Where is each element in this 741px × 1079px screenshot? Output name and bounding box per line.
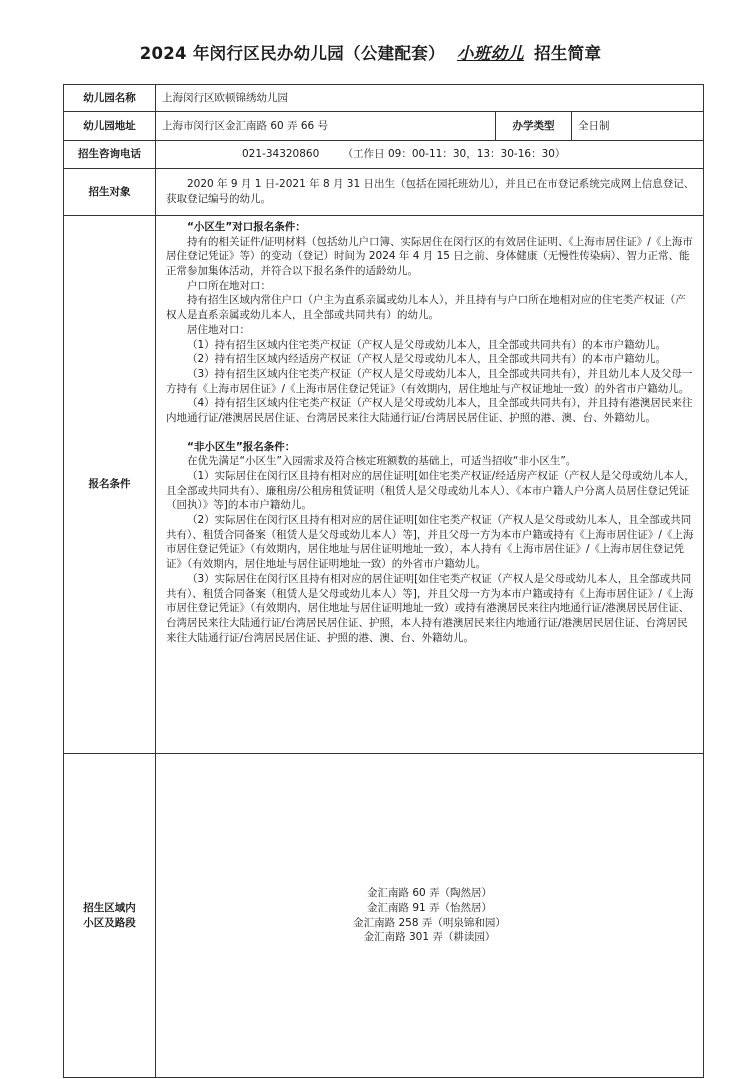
row-district: [64, 754, 704, 1078]
condition-heading-local: “小区生”对口报名条件：: [187, 221, 306, 233]
admission-table: [63, 84, 704, 1078]
road-item: 金汇南路 60 弄（陶然居）: [366, 887, 493, 900]
row-kindergarten-name: [64, 85, 704, 112]
condition-paragraph: （2）实际居住在闵行区且持有相对应的居住证明[如住宅类产权证（产权人是父母或幼儿本人，且全部或共同共有）、租赁合同备案（租赁人是父母或幼儿本人）等]，并且父母一方为本市户籍或持有《上海市居住证》/《上海市居住登记凭证》（有效期内，居住地址与居住证明地址一致），本人持有《上海市居住证》/《上海市居住登记凭证》（有效期内，居住地址与居住证明地址一致）的外省市户籍幼儿。: [166, 514, 694, 571]
phone-value: 021-34320860: [242, 148, 320, 161]
title-suffix: 招生简章: [534, 44, 602, 63]
condition-paragraph: （3）实际居住在闵行区且持有相对应的居住证明[如住宅类产权证（产权人是父母或幼儿本人，且全部或共同共有）、租赁合同备案（租赁人是父母或幼儿本人）等]，并且父母一方为本市户籍或持有《上海市居住证》/《上海市居住登记凭证》（有效期内，居住地址与居住证明地址一致）或持有港澳居民来往内地通行证/港澳居民居住证、台湾居民来往大陆通行证/台湾居民居住证、护照，本人持有港澳居民来往内地通行证/港澳居民居住证、台湾居民来往大陆通行证/台湾居民居住证、护照的港、澳、台、外籍幼儿。: [166, 572, 694, 644]
district-roads: [156, 754, 704, 1078]
conditions-label: 报名条件: [64, 216, 156, 754]
address-label: 幼儿园地址: [64, 112, 156, 141]
condition-paragraph: （1）实际居住在闵行区且持有相对应的居住证明[如住宅类产权证/经适房产权证（产权人是父母或幼儿本人，且全部或共同共有）、廉租房/公租房租赁证明（租赁人是父母或幼儿本人）、《本市户籍人户分离人员居住登记凭证（回执）》等]的本市户籍幼儿。: [166, 470, 695, 512]
condition-paragraph: （4）持有招生区域内住宅类产权证（产权人是父母或幼儿本人，且全部或共同共有），并且持有港澳居民来往内地通行证/港澳居民居住证、台湾居民来往大陆通行证/台湾居民居住证、护照的港、澳、台、外籍幼儿。: [166, 397, 693, 424]
target-label: 招生对象: [64, 169, 156, 216]
row-phone: [64, 141, 704, 169]
working-hours: （工作日 09：00-11：30，13：30-16：30）: [342, 148, 566, 161]
condition-paragraph: 持有招生区域内常住户口（户主为直系亲属或幼儿本人），并且持有与户口所在地相对应的住宅类产权证（产权人是直系亲属或幼儿本人，且全部或共同共有）的幼儿。: [166, 294, 686, 322]
conditions-cell: [156, 216, 704, 754]
title-prefix: 2024 年闵行区民办幼儿园（公建配套）: [139, 44, 445, 63]
condition-heading-nonlocal: “非小区生”报名条件：: [187, 440, 296, 453]
row-conditions: [64, 216, 704, 754]
road-item: 金汇南路 301 弄（耕读园）: [363, 931, 496, 944]
type-label: 办学类型: [496, 112, 572, 141]
page-title: [0, 40, 741, 64]
type-value: 全日制: [572, 112, 704, 141]
phone-label: 招生咨询电话: [64, 141, 156, 169]
address-value: 上海市闵行区金汇南路 60 弄 66 号: [156, 112, 496, 141]
condition-paragraph: （1）持有招生区域内住宅类产权证（产权人是父母或幼儿本人，且全部或共同共有）的本市户籍幼儿。: [187, 338, 667, 351]
condition-paragraph: 持有的相关证件/证明材料（包括幼儿户口簿、实际居住在闵行区的有效居住证明、《上海市居住证》/《上海市居住登记凭证》等）的变动（登记）时间为 2024 年 4 月 15 日之前、身体健康（无慢性传染病）、智力正常、能正常参加集体活动，并符合以下报名条件的适龄幼儿。: [166, 235, 693, 278]
condition-paragraph: 居住地对口：: [187, 323, 250, 336]
title-emphasis: 小班幼儿: [456, 44, 525, 63]
condition-paragraph: 在优先满足“小区生”入园需求及符合核定班额数的基础上，可适当招收“非小区生”。: [187, 455, 577, 468]
district-label: 招生区域内 小区及路段: [64, 754, 156, 1078]
phone-cell: [156, 141, 704, 169]
condition-paragraph: （2）持有招生区域内经适房产权证（产权人是父母或幼儿本人，且全部或共同共有）的本市户籍幼儿。: [187, 353, 667, 366]
target-cell: [156, 169, 704, 216]
condition-paragraph: 户口所在地对口：: [187, 279, 271, 292]
row-kindergarten-address: [64, 112, 704, 141]
row-target: [64, 169, 704, 216]
name-value: 上海闵行区欧顿锦绣幼儿园: [156, 85, 704, 112]
road-item: 金汇南路 91 弄（怡然居）: [366, 901, 493, 914]
condition-paragraph: （3）持有招生区域内住宅类产权证（产权人是父母或幼儿本人，且全部或共同共有），并且幼儿本人及父母一方持有《上海市居住证》/《上海市居住登记凭证》（有效期内，居住地址与产权证地址一致）的外省市户籍幼儿。: [166, 367, 693, 395]
target-value: 2020 年 9 月 1 日-2021 年 8 月 31 日出生（包括在园托班幼儿），并且已在市登记系统完成网上信息登记、获取登记编号的幼儿。: [166, 178, 695, 205]
name-label: 幼儿园名称: [64, 85, 156, 112]
road-item: 金汇南路 258 弄（明泉锦和园）: [353, 916, 506, 929]
